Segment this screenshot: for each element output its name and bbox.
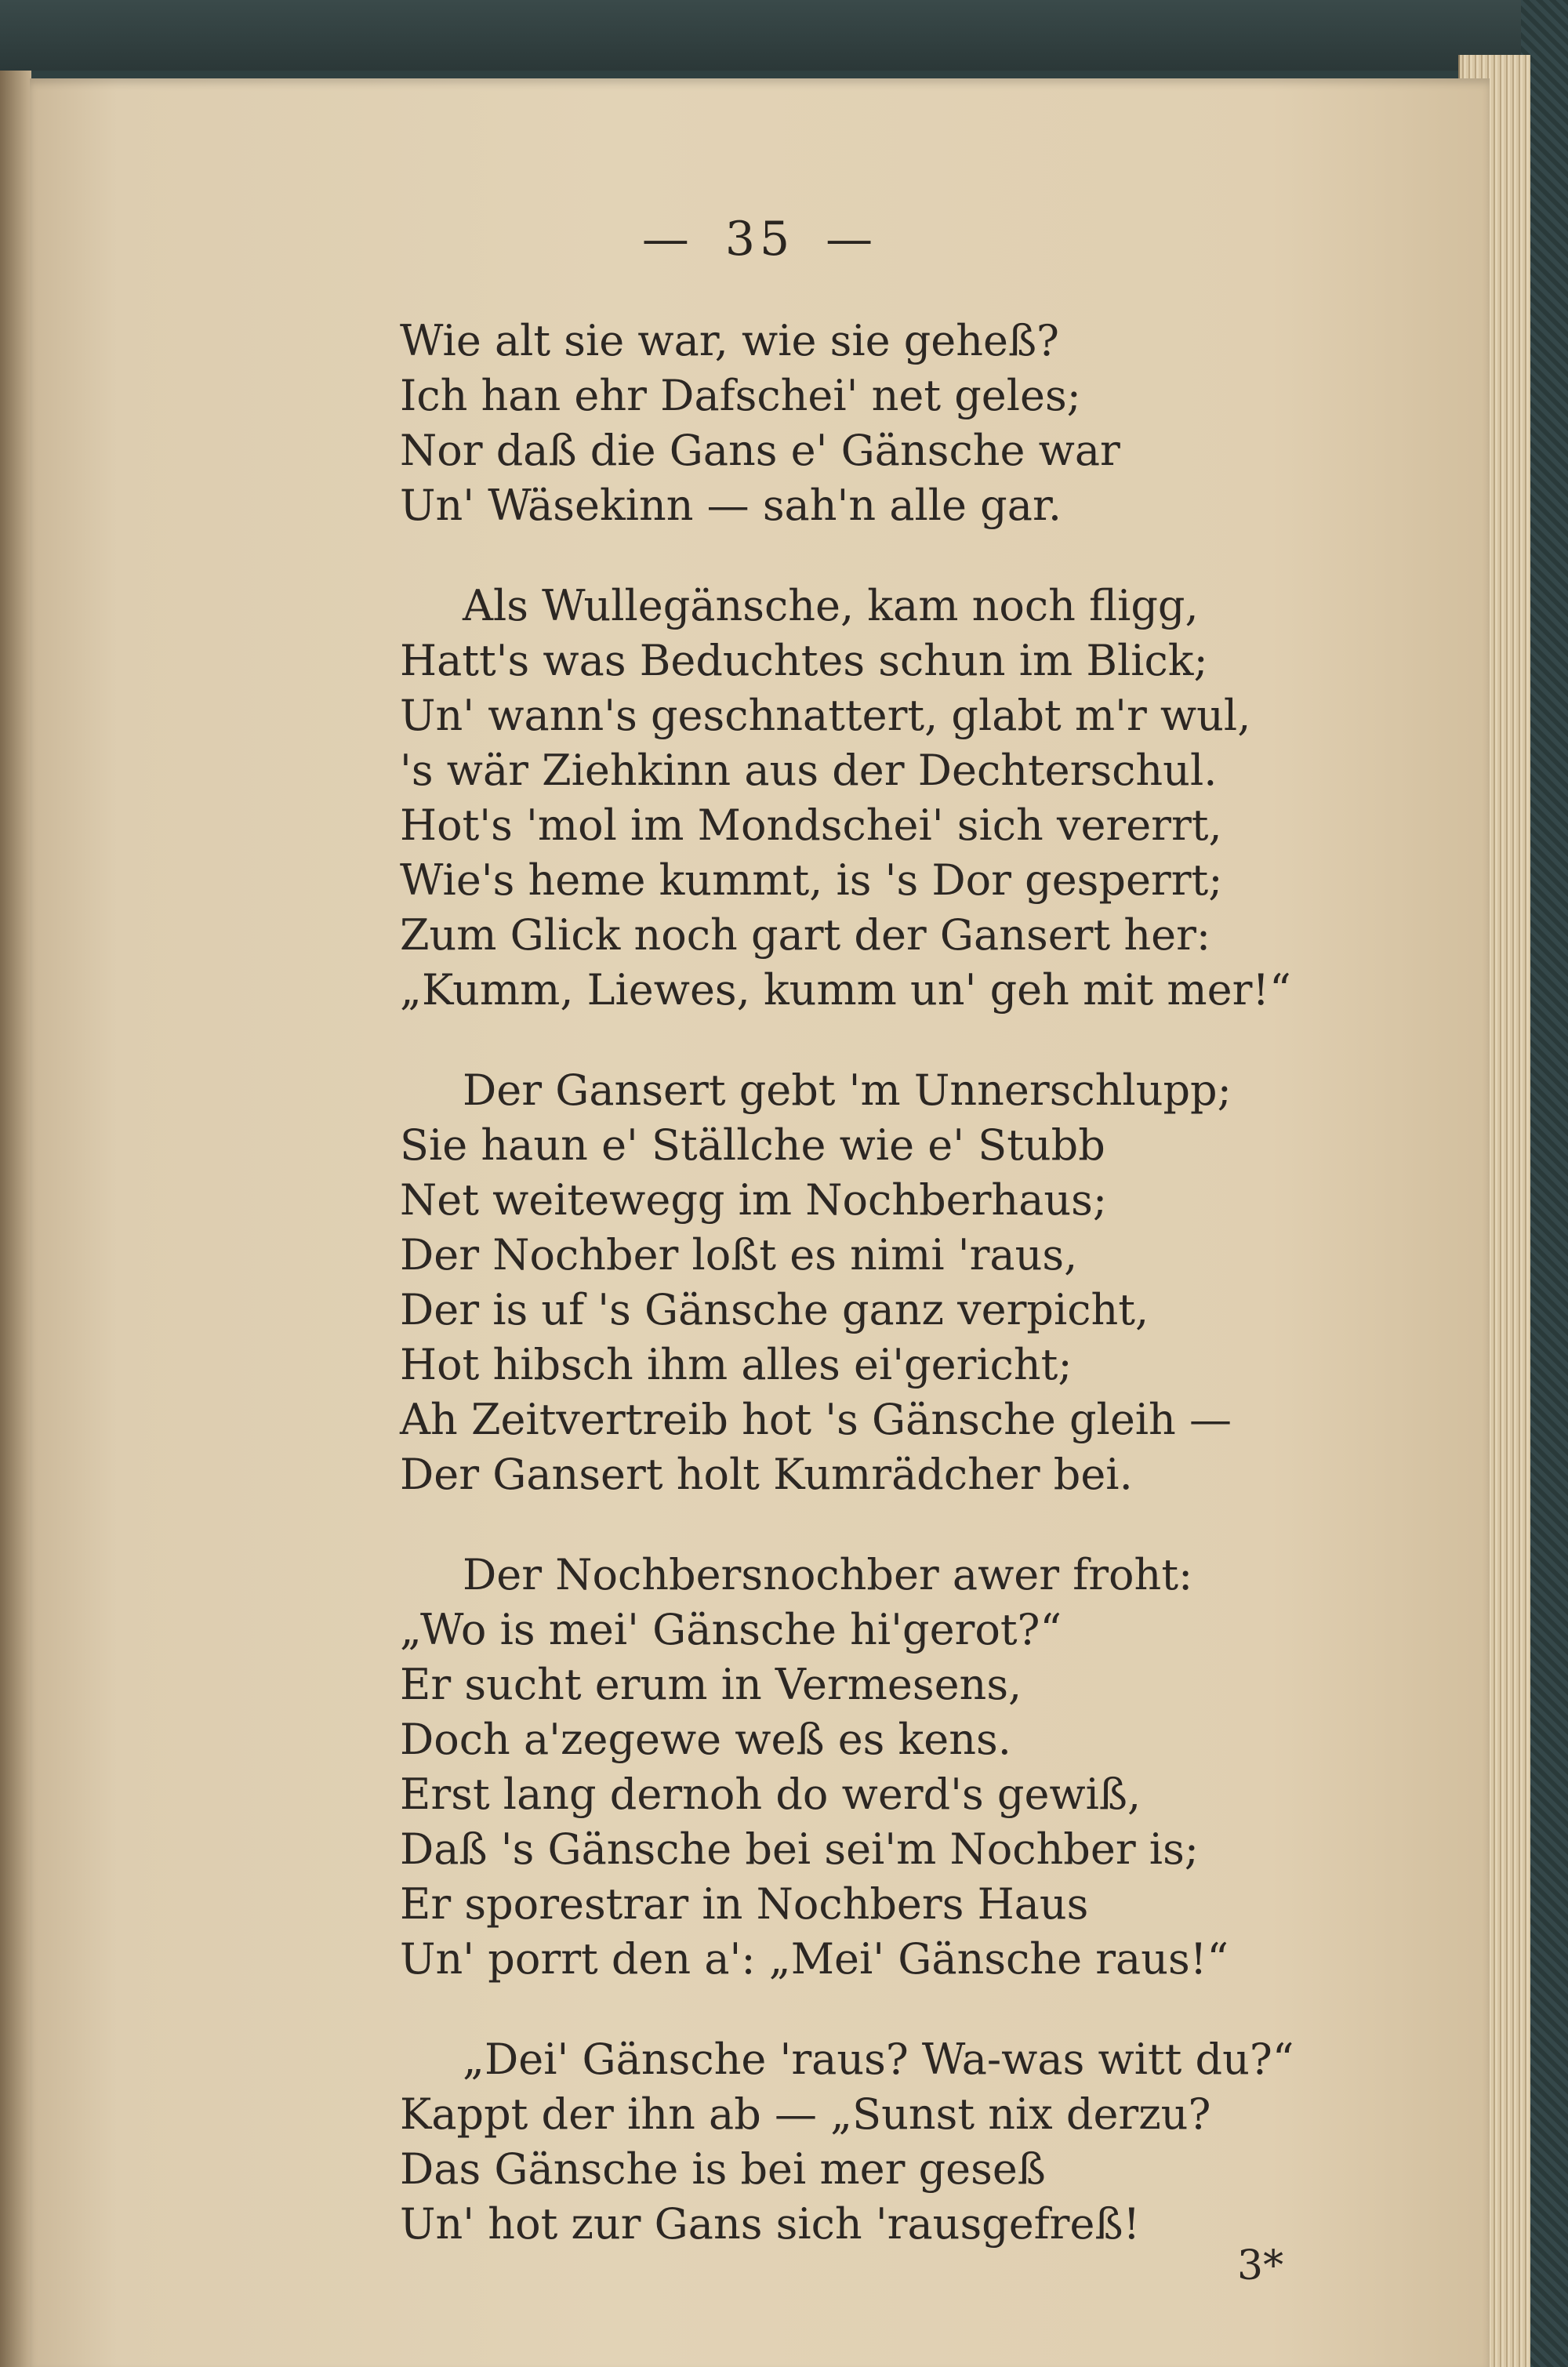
stanza-3 [400,1063,1443,1502]
page-number-dash-left: — [641,212,694,267]
page-number-dash-right: — [826,212,878,267]
poem-line: „Dei' Gänsche 'raus? Wa-was witt du?“ [463,2035,1294,2084]
poem-line: Hot's 'mol im Mondschei' sich vererrt, [400,800,1222,850]
poem-line: Un' Wäsekinn — sah'n alle gar. [400,481,1062,530]
poem-body [400,314,1443,2252]
poem-line: Un' hot zur Gans sich 'rausgefreß! [400,2199,1141,2249]
printer-signature-mark: 3* [1237,2242,1284,2289]
poem-line: Daß 's Gänsche bei sei'm Nochber is; [400,1824,1199,1874]
poem-line: Ah Zeitvertreib hot 's Gänsche gleih — [400,1395,1232,1444]
poem-line: Der Nochber loßt es nimi 'raus, [400,1230,1078,1280]
poem-line: Sie haun e' Ställche wie e' Stubb [400,1120,1105,1170]
book-cover-top [0,0,1568,71]
poem-line: Der Nochbersnochber awer froht: [463,1550,1193,1599]
stanza-2 [400,579,1443,1018]
poem-line: Nor daß die Gans e' Gänsche war [400,426,1120,475]
poem-line: Wie's heme kummt, is 's Dor gesperrt; [400,855,1223,905]
poem-line: Er sporestrar in Nochbers Haus [400,1879,1089,1929]
poem-line: Kappt der ihn ab — „Sunst nix derzu? [400,2089,1211,2139]
poem-line: Der Gansert holt Kumrädcher bei. [400,1450,1133,1499]
stanza-5 [400,2032,1443,2252]
poem-line: Un' porrt den a': „Mei' Gänsche raus!“ [400,1934,1229,1984]
book-page [30,78,1490,2367]
poem-line: Hot hibsch ihm alles ei'gericht; [400,1340,1073,1389]
poem-line: Doch a'zegewe weß es kens. [400,1715,1011,1764]
poem-line: Hatt's was Beduchtes schun im Blick; [400,636,1208,685]
poem-line: Das Gänsche is bei mer geseß [400,2144,1046,2194]
page-number: 35 [724,212,795,267]
poem-line: „Wo is mei' Gänsche hi'gerot?“ [400,1605,1062,1654]
poem-line: Als Wullegänsche, kam noch fligg, [463,581,1199,630]
poem-line: Wie alt sie war, wie sie geheß? [400,316,1060,365]
poem-line: Un' wann's geschnattert, glabt m'r wul, [400,691,1251,740]
stanza-1 [400,314,1443,533]
poem-line: Ich han ehr Dafschei' net geles; [400,371,1081,420]
poem-line: Er sucht erum in Vermesens, [400,1660,1022,1709]
poem-line: 's wär Ziehkinn aus der Dechterschul. [400,746,1218,795]
binding-gutter [0,71,31,2367]
poem-line: Erst lang dernoh do werd's gewiß, [400,1770,1142,1819]
poem-line: Der Gansert gebt 'm Unnerschlupp; [463,1066,1232,1115]
poem-line: Net weitewegg im Nochberhaus; [400,1175,1108,1225]
stanza-4 [400,1548,1443,1987]
page-number-line [30,212,1490,267]
poem-line: Zum Glick noch gart der Gansert her: [400,910,1211,960]
poem-line: „Kumm, Liewes, kumm un' geh mit mer!“ [400,965,1291,1015]
poem-line: Der is uf 's Gänsche ganz verpicht, [400,1285,1149,1334]
